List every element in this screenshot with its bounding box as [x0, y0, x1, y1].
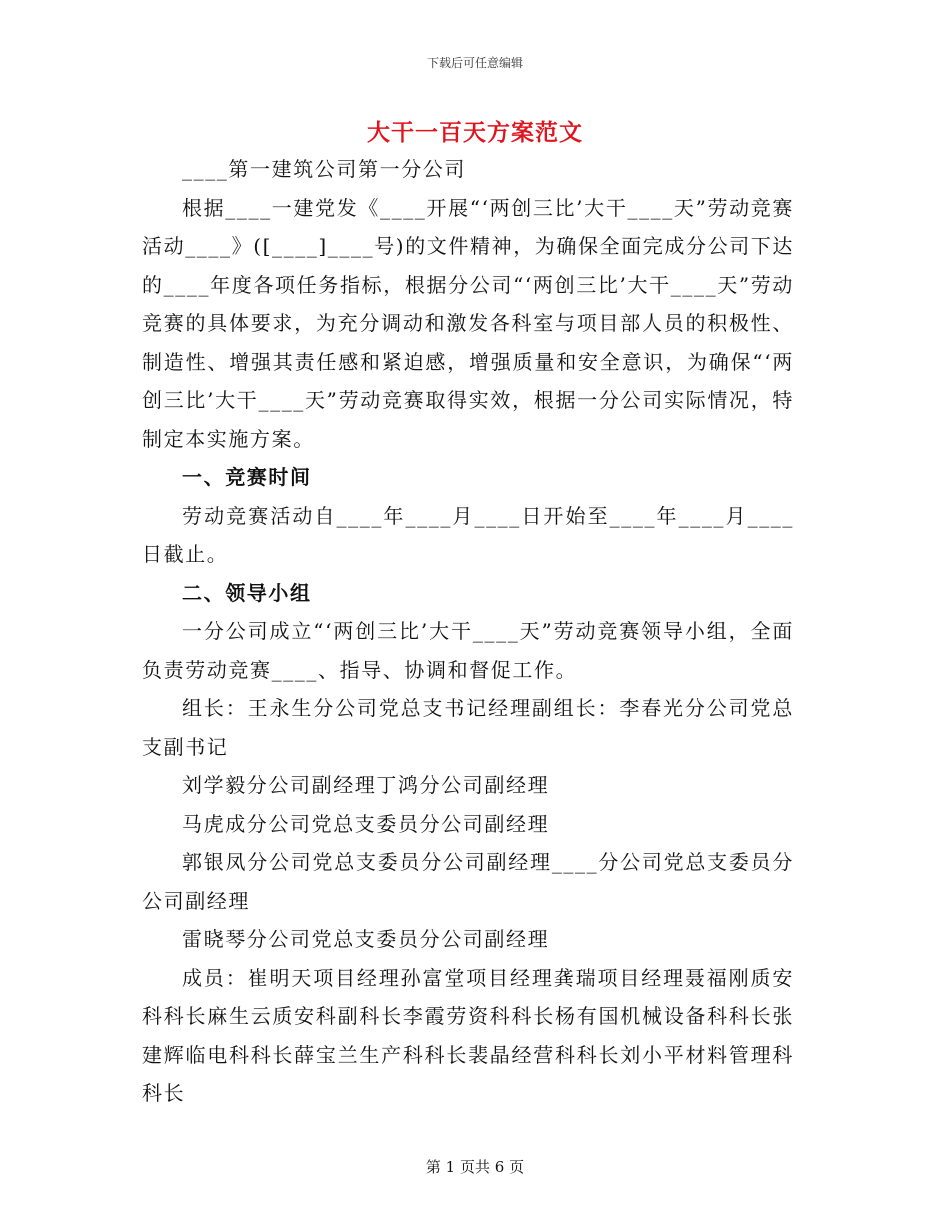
paragraph-members: 成员：崔明天项目经理孙富堂项目经理龚瑞项目经理聂福刚质安科科长麻生云质安科副科长李霞劳资科科长杨有国机械设备科科长张建辉临电科科长薛宝兰生产科科长裴晶经营科科长刘小平材料管理科科长 [142, 965, 794, 1105]
document-title: 大干一百天方案范文 [367, 119, 583, 146]
paragraph-deputy-4: 雷晓琴分公司党总支委员分公司副经理 [182, 927, 550, 951]
paragraph-deputy-2: 马虎成分公司党总支委员分公司副经理 [182, 811, 550, 836]
section-heading-time: 一、竞赛时间 [182, 465, 312, 489]
page-footer: 第 1 页共 6 页 [425, 1158, 525, 1176]
paragraph-deputy-1: 刘学毅分公司副经理丁鸿分公司副经理 [182, 773, 550, 797]
paragraph-leadership: 一分公司成立“‘两创三比’大干____天”劳动竞赛领导小组，全面负责劳动竞赛____、指导、协调和督促工作。 [142, 619, 794, 682]
paragraph-leader: 组长：王永生分公司党总支书记经理副组长：李春光分公司党总支副书记 [142, 696, 794, 759]
document-body [142, 150, 794, 1113]
section-heading-leadership: 二、领导小组 [182, 580, 312, 605]
paragraph-intro: 根据____一建党发《____开展“‘两创三比’大干____天”劳动竞赛活动____》([____]____号)的文件精神，为确保全面完成分公司下达的____年度各项任务指标，根据分公司“‘两创三比’大干____天”劳动竞赛的具体要求，为充分调动和激发各科室与项目部人员的积极性、制造性、增强其责任感和紧迫感，增强质量和安全意识，为确保“‘两创三比’大干____天”劳动竞赛取得实效，根据一分公司实际情况，特制定本实施方案。 [142, 195, 795, 451]
paragraph-time: 劳动竞赛活动自____年____月____日开始至____年____月____日截止。 [142, 503, 794, 566]
page-header: 下载后可任意编辑 [426, 56, 523, 70]
paragraph-company: ____第一建筑公司第一分公司 [182, 157, 466, 181]
paragraph-deputy-3: 郭银凤分公司党总支委员分公司副经理____分公司党总支委员分公司副经理 [142, 850, 794, 913]
